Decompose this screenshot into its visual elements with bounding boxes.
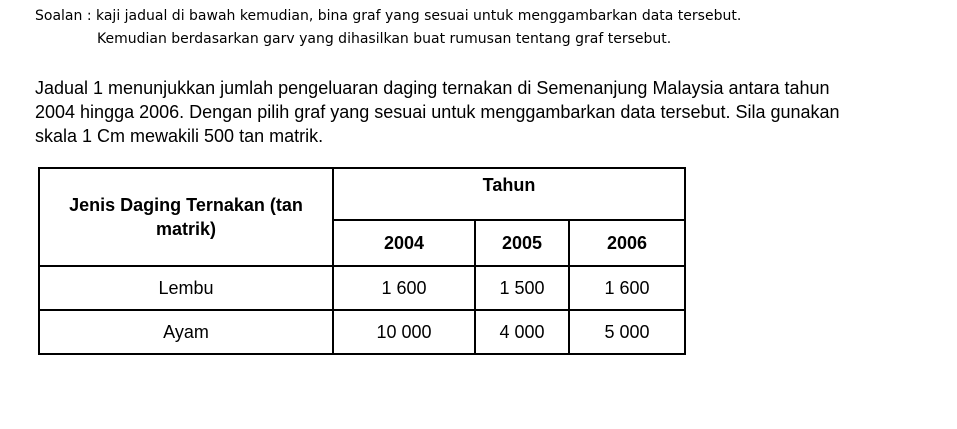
header-year-2004: 2004: [333, 220, 475, 266]
paragraph-line-3: skala 1 Cm mewakili 500 tan matrik.: [35, 126, 324, 146]
question-line-2: Kemudian berdasarkan garv yang dihasilkan buat rumusan tentang graf tersebut.: [97, 31, 672, 47]
question-line-1: Soalan : kaji jadual di bawah kemudian, bina graf yang sesuai untuk menggambarkan data tersebut.: [35, 8, 742, 24]
instruction-paragraph: [35, 76, 935, 148]
paragraph-line-2: 2004 hingga 2006. Dengan pilih graf yang sesuai untuk menggambarkan data tersebut. Sila gunakan: [35, 102, 840, 122]
header-jenis-line-1: Jenis Daging Ternakan (tan: [69, 195, 303, 215]
cell-ayam-2006: 5 000: [569, 310, 685, 354]
table-row: [39, 310, 685, 354]
paragraph-line-1: Jadual 1 menunjukkan jumlah pengeluaran daging ternakan di Semenanjung Malaysia antara tahun: [35, 78, 830, 98]
header-tahun: Tahun: [333, 168, 685, 220]
table-row: [39, 266, 685, 310]
cell-lembu-2004: 1 600: [333, 266, 475, 310]
row-label-lembu: Lembu: [39, 266, 333, 310]
row-label-ayam: Ayam: [39, 310, 333, 354]
header-jenis-line-2: matrik): [155, 219, 217, 239]
header-year-2006: 2006: [569, 220, 685, 266]
cell-ayam-2004: 10 000: [333, 310, 475, 354]
data-table: [38, 167, 686, 355]
cell-lembu-2006: 1 600: [569, 266, 685, 310]
cell-ayam-2005: 4 000: [475, 310, 569, 354]
cell-lembu-2005: 1 500: [475, 266, 569, 310]
header-jenis-daging: [39, 168, 333, 266]
header-year-2005: 2005: [475, 220, 569, 266]
